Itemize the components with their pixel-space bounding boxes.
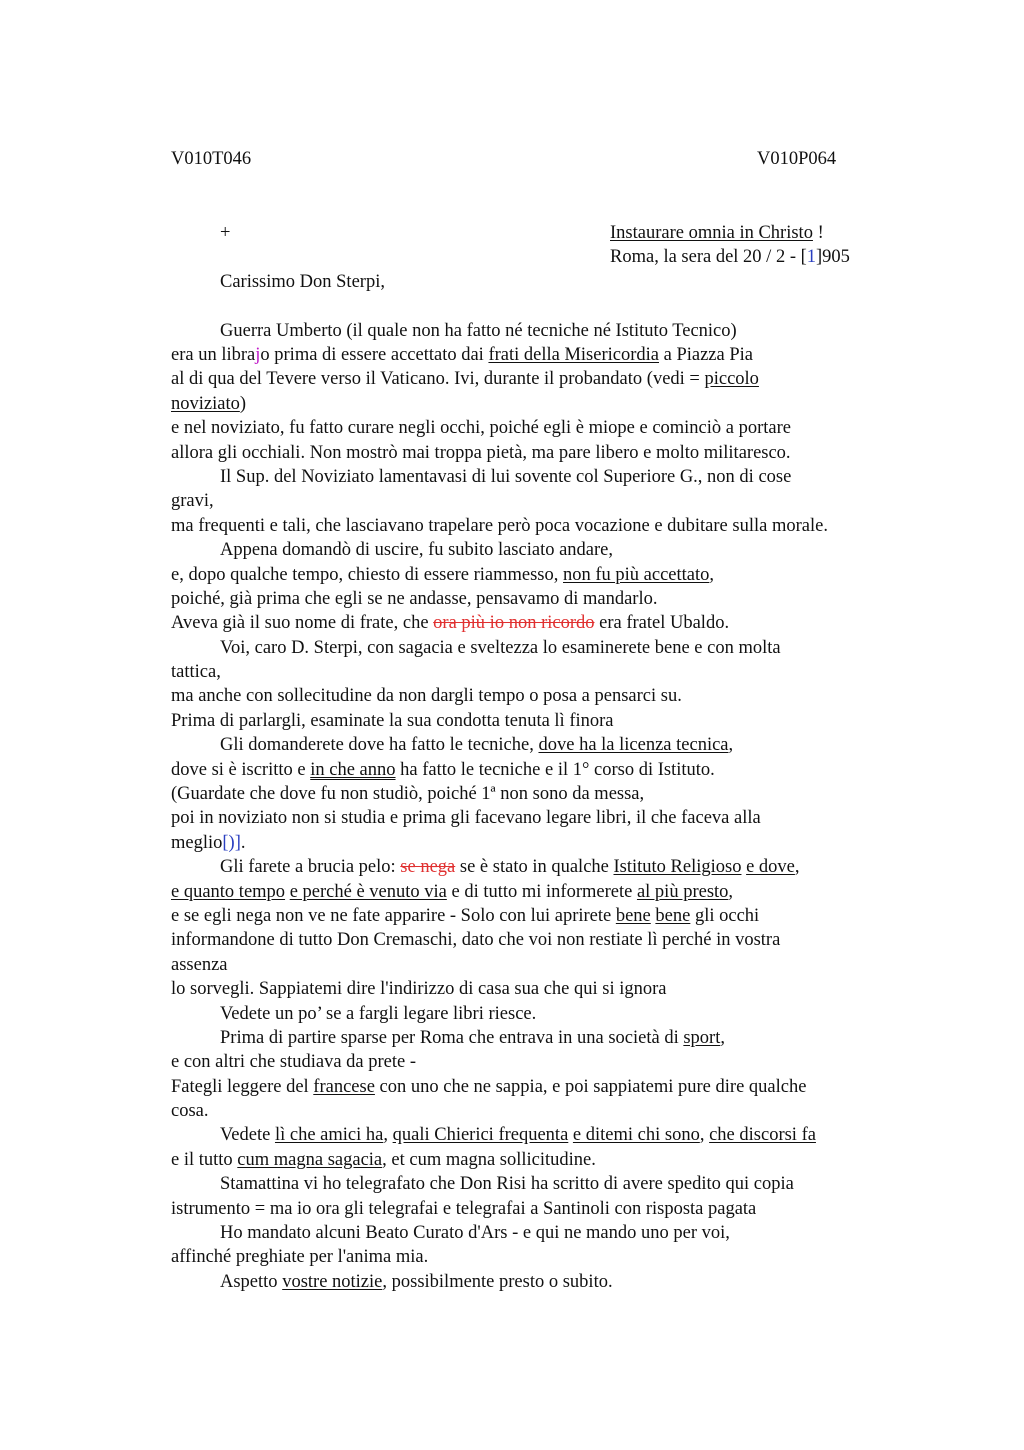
line-text: se è stato in qualche xyxy=(455,857,614,878)
line-text: poi in noviziato non si studia e prima gli facevano legare libri, il che faceva alla xyxy=(171,808,761,829)
dateline-text: Roma, la sera del 20 / 2 - [ xyxy=(610,247,807,268)
line-text: e di tutto mi informerete xyxy=(446,881,637,902)
letter-line xyxy=(171,1148,971,1172)
letter-line xyxy=(171,611,971,635)
letter-line xyxy=(171,538,971,562)
struck-text: ora più io non ricordo xyxy=(433,613,595,634)
line-text: Voi, caro D. Sterpi, con sagacia e sveltezza lo esaminerete bene e con molta xyxy=(220,637,781,658)
underlined-text: noviziato xyxy=(171,393,240,414)
letter-line xyxy=(171,709,971,733)
line-text: al di qua del Tevere verso il Vaticano. Ivi, durante il probandato (vedi = xyxy=(171,369,705,390)
underlined-text: lì che amici ha xyxy=(274,1125,384,1146)
underlined-text: piccolo xyxy=(704,369,759,390)
line-text: poiché, già prima che egli se ne andasse, pensavamo di mandarlo. xyxy=(171,588,658,609)
line-text: , xyxy=(709,564,715,585)
letter-line xyxy=(171,1099,971,1123)
letter-dateline xyxy=(610,245,850,269)
motto-punctuation: ! xyxy=(812,223,824,243)
line-text: era un libra xyxy=(171,344,256,365)
line-text: e se egli nega non ve ne fate apparire - Solo con lui aprirete xyxy=(171,905,616,926)
line-text: , et cum magna sollicitudine. xyxy=(382,1149,596,1170)
line-text: gli occhi xyxy=(690,905,760,926)
line-text: , xyxy=(720,1027,725,1048)
editorial-insertion: [)] xyxy=(222,832,241,853)
underlined-text: non fu più accettato xyxy=(563,564,710,585)
struck-text: se nega xyxy=(400,857,456,878)
line-text: allora gli occhiali. Non mostrò mai troppa pietà, ma pare libero e molto militaresco. xyxy=(171,442,791,463)
letter-line xyxy=(171,880,971,904)
line-text: meglio xyxy=(171,832,223,853)
letter-line xyxy=(171,636,971,660)
line-text: , xyxy=(728,735,734,756)
line-text: Fategli leggere del xyxy=(171,1076,314,1097)
underlined-text: bene xyxy=(655,905,691,926)
underlined-text: e ditemi chi sono xyxy=(572,1125,700,1146)
underlined-text: vostre notizie xyxy=(282,1271,383,1292)
letter-salutation: Carissimo Don Sterpi, xyxy=(220,271,385,292)
letter-line xyxy=(171,1123,971,1147)
line-text: , xyxy=(383,1125,393,1146)
letter-line xyxy=(171,343,971,367)
double-underlined-text: in che anno xyxy=(310,759,396,780)
line-text: ma frequenti e tali, che lasciavano trapelare però poca vocazione e dubitare sulla morale. xyxy=(171,515,828,536)
line-text: ha fatto le tecniche e il 1° corso di Istituto. xyxy=(395,759,715,780)
letter-line xyxy=(171,1197,971,1221)
letter-line xyxy=(171,489,971,513)
letter-line xyxy=(171,367,971,391)
underlined-text: bene xyxy=(615,905,651,926)
line-text: o prima di essere accettato dai xyxy=(260,344,489,365)
letter-line xyxy=(171,416,971,440)
letter-line xyxy=(171,441,971,465)
underlined-text: al più presto xyxy=(636,881,729,902)
line-text: e, dopo qualche tempo, chiesto di essere riammesso, xyxy=(171,564,563,585)
inserted-letter: j xyxy=(255,344,261,365)
underlined-text: quali Chierici frequenta xyxy=(392,1125,569,1146)
line-text: con uno che ne sappia, e poi sappiatemi pure dire qualche xyxy=(374,1076,807,1097)
line-text: informandone di tutto Don Cremaschi, dato che voi non restiate lì perché in vostra xyxy=(171,930,781,951)
letter-line xyxy=(171,953,971,977)
archive-code-right: V010P064 xyxy=(757,149,837,169)
letter-line xyxy=(171,465,971,489)
underlined-text: frati della Misericordia xyxy=(488,344,659,365)
line-text: Ho mandato alcuni Beato Curato d'Ars - e qui ne mando uno per voi, xyxy=(220,1223,730,1244)
line-text: cosa. xyxy=(171,1101,209,1122)
letter-line xyxy=(171,806,971,830)
letter-line xyxy=(171,1221,971,1245)
line-text: Il Sup. del Noviziato lamentavasi di lui sovente col Superiore G., non di cose xyxy=(220,466,792,487)
line-text: affinché preghiate per l'anima mia. xyxy=(171,1247,429,1268)
underlined-text: e perché è venuto via xyxy=(289,881,447,902)
letter-line xyxy=(171,733,971,757)
cross-symbol: + xyxy=(220,223,231,243)
underlined-text: e dove xyxy=(746,857,795,878)
letter-line xyxy=(171,514,971,538)
line-text: Aspetto xyxy=(220,1271,283,1292)
letter-line xyxy=(171,319,971,343)
line-text: Prima di parlargli, esaminate la sua condotta tenuta lì finora xyxy=(171,710,614,731)
line-text: dove si è iscritto e xyxy=(171,759,311,780)
letter-line xyxy=(171,684,971,708)
line-text: Stamattina vi ho telegrafato che Don Risi ha scritto di avere spedito qui copia xyxy=(220,1174,794,1195)
line-text: , xyxy=(794,857,800,878)
underlined-text: che discorsi fa xyxy=(709,1125,816,1146)
letter-line xyxy=(171,1172,971,1196)
letter-line xyxy=(171,928,971,952)
line-text: ma anche con sollecitudine da non dargli tempo o posa a pensarci su. xyxy=(171,686,682,707)
line-text: ) xyxy=(239,393,247,414)
line-text: tattica, xyxy=(171,662,221,683)
line-text: lo sorvegli. Sappiatemi dire l'indirizzo di casa sua che qui si ignora xyxy=(171,979,667,1000)
underlined-text: francese xyxy=(313,1076,375,1097)
line-text: , xyxy=(699,1125,710,1146)
underlined-text: cum magna sagacia xyxy=(237,1149,383,1170)
letter-line xyxy=(171,904,971,928)
line-text: , possibilmente presto o subito. xyxy=(382,1271,613,1292)
letter-line xyxy=(171,660,971,684)
line-text: era fratel Ubaldo. xyxy=(594,613,730,634)
underlined-text: sport xyxy=(683,1027,721,1048)
line-text: e il tutto xyxy=(171,1149,238,1170)
letter-line xyxy=(171,1245,971,1269)
letter-line xyxy=(171,392,971,416)
line-text: Gli farete a brucia pelo: xyxy=(220,857,401,878)
line-text: Aveva già il suo nome di frate, che xyxy=(171,613,434,634)
line-text: Prima di partire sparse per Roma che entrava in una società di xyxy=(220,1027,684,1048)
underlined-text: e quanto tempo xyxy=(171,881,286,902)
letter-line xyxy=(171,1075,971,1099)
dateline-year: ]905 xyxy=(816,247,850,268)
archive-code-left: V010T046 xyxy=(171,149,252,169)
line-text: assenza xyxy=(171,954,228,975)
line-text: e con altri che studiava da prete - xyxy=(171,1052,417,1073)
line-text: Gli domanderete dove ha fatto le tecniche, xyxy=(220,735,539,756)
line-text: a Piazza Pia xyxy=(659,344,753,365)
line-text: e nel noviziato, fu fatto curare negli occhi, poiché egli è miope e cominciò a portare xyxy=(171,418,792,439)
motto-text: Instaurare omnia in Christo xyxy=(610,223,813,243)
line-text: gravi, xyxy=(171,491,214,512)
letter-line xyxy=(171,977,971,1001)
line-text: . xyxy=(240,832,246,853)
line-text: (Guardate che dove fu non studiò, poiché 1ª non sono da messa, xyxy=(171,784,645,805)
letter-line xyxy=(171,563,971,587)
letter-line xyxy=(171,1050,971,1074)
letter-line xyxy=(171,782,971,806)
letter-motto xyxy=(610,221,824,245)
letter-line xyxy=(171,855,971,879)
line-text: Vedete xyxy=(220,1125,275,1146)
underlined-text: Istituto Religioso xyxy=(613,857,742,878)
line-text: , xyxy=(728,881,734,902)
letter-line xyxy=(171,1002,971,1026)
line-text: istrumento = ma io ora gli telegrafai e telegrafai a Santinoli con risposta pagata xyxy=(171,1198,757,1219)
letter-body xyxy=(171,319,971,1295)
letter-line xyxy=(171,587,971,611)
line-text: Appena domandò di uscire, fu subito lasciato andare, xyxy=(220,540,614,561)
letter-line xyxy=(171,831,971,855)
letter-line xyxy=(171,1026,971,1050)
editorial-insertion: 1 xyxy=(806,247,817,268)
underlined-text: dove ha la licenza tecnica xyxy=(538,735,729,756)
letter-line xyxy=(171,1270,971,1294)
letter-line xyxy=(171,758,971,782)
line-text: Vedete un po’ se a fargli legare libri riesce. xyxy=(220,1003,537,1024)
line-text: Guerra Umberto (il quale non ha fatto né tecniche né Istituto Tecnico) xyxy=(220,320,737,341)
